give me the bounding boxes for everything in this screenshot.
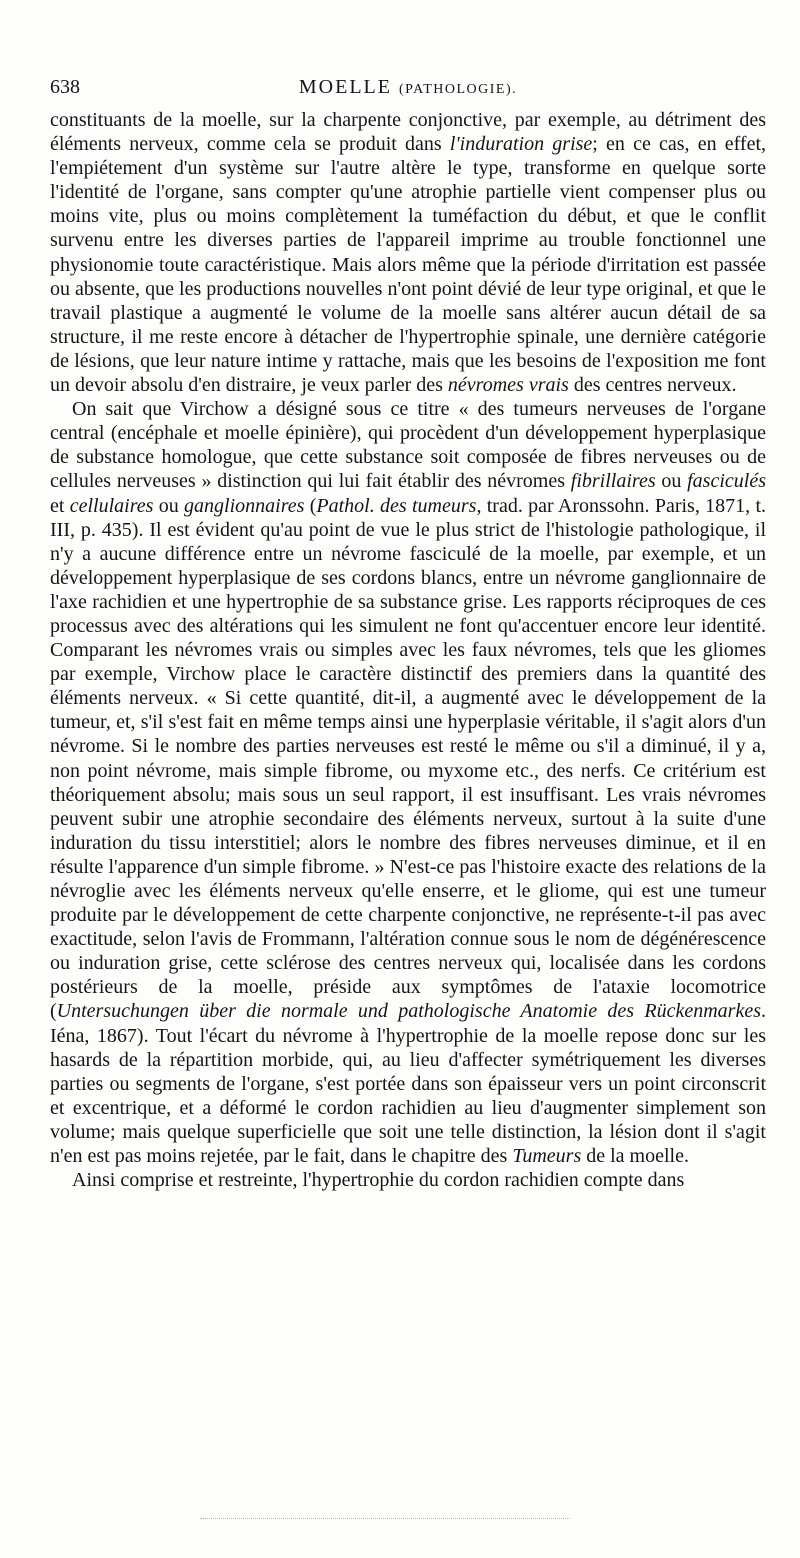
page-number: 638 — [50, 76, 80, 98]
text-run: , trad. par Aronssohn. Paris, 1871, t. III, p. 435). Il est évident qu'au point de vue le plus strict de l'histologie pathologique, il n'y a aucune différence entre un névrome fasciculé de la moelle, par exemple, et un développement hyperplasique de ses cordons blancs, entre un névrome ganglionnaire de l'axe rachidien et une hypertrophie de sa substance grise. Les rapports réciproques de ces processus avec des altérations qui les simulent ne font qu'accentuer encore leur identité. Comparant les névromes vrais ou simples avec les faux névromes, tels que les gliomes par exemple, Virchow place le caractère distinctif des premiers dans la quantité des éléments nerveux. « Si cette quantité, dit-il, a augmenté avec le développement de la tumeur, et, s'il s'est fait en même temps ainsi une hyperplasie véritable, il s'agit alors d'un névrome. Si le nombre des parties nerveuses est resté le même ou s'il a diminué, il y a, non point névrome, mais simple fibrome, ou myxome etc., des nerfs. Ce critérium est théoriquement absolu; mais sous un seul rapport, il est insuffisant. Les vrais névromes peuvent subir une atrophie secondaire des éléments nerveux, surtout à la suite d'une induration du tissu interstitiel; alors le nombre des fibres nerveuses diminue, et il en résulte l'apparence d'un simple fibrome. » N'est-ce pas l'histoire exacte des relations de la névroglie avec les éléments nerveux qu'elle enserre, et le gliome, qui est une tumeur produite par le développement de cette charpente conjonctive, ne représente-t-il pas avec exactitude, selon l'avis de Frommann, l'altération connue sous le nom de dégénérescence ou induration grise, cette sclérose des centres nerveux qui, localisée dans les cordons postérieurs de la moelle, préside aux symptômes de l'ataxie locomotrice ( — [50, 494, 767, 1023]
italic-text-run: cellulaires — [69, 494, 154, 517]
italic-text-run: névromes vrais — [447, 374, 569, 397]
paragraph — [50, 397, 766, 1168]
body-text — [50, 108, 766, 1192]
running-head — [50, 66, 766, 111]
text-run: ou — [655, 470, 688, 493]
text-run: constituants de la moelle, sur la charpente conjonctive, par exemple, au détriment des éléments nerveux, comme cela se produit dans — [50, 109, 766, 156]
text-run: ; en ce cas, en effet, l'empiétement d'un système sur l'autre altère le type, transforme en quelque sorte l'identité de l'organe, sans compter qu'une atrophie partielle vient compenser plus ou moins vite, plus ou moins complètement la tuméfaction du début, et que le conflit survenu entre les diverses parties de l'appareil imprime au trouble fonctionnel une physionomie toute caractéristique. Mais alors même que la période d'irritation est passée ou absente, que les productions nouvelles n'ont point dévié de leur type original, et que le travail plastique a augmenté le volume de la moelle sans altérer aucun détail de sa structure, il me reste encore à détacher de l'hypertrophie spinale, une dernière catégorie de lésions, que leur nature intime y rattache, mais que les besoins de l'exposition me font un devoir absolu d'en distraire, je veux parler des — [50, 133, 767, 397]
text-run: ou — [153, 494, 185, 517]
text-run: des centres nerveux. — [568, 374, 737, 397]
page-header — [50, 66, 766, 108]
text-run: ( — [304, 494, 317, 517]
text-run: de la moelle. — [581, 1145, 689, 1168]
text-run: On sait que Virchow a désigné sous ce titre « des tumeurs nerveuses de l'organe central (encéphale et moelle épinière), qui procèdent d'un développement hyperplasique de substance homologue, que cette substance soit composée de fibres nerveuses ou de cellules nerveuses » distinction qui lui fait établir des névromes — [50, 398, 766, 493]
italic-text-run: Untersuchungen über die normale und pathologische Anatomie des Rückenmarkes — [56, 1000, 761, 1023]
running-title: MOELLE — [298, 76, 392, 98]
book-page — [50, 66, 766, 1192]
paragraph — [50, 1168, 766, 1192]
italic-text-run: Pathol. des tumeurs — [316, 494, 477, 517]
italic-text-run: fasciculés — [687, 470, 766, 493]
text-run: et — [50, 494, 70, 517]
italic-text-run: ganglionnaires — [184, 494, 305, 517]
text-run: . Iéna, 1867). Tout l'écart du névrome à l'hypertrophie de la moelle repose donc sur les hasards de la répartition morbide, qui, au lieu d'affecter symétriquement les diverses parties ou segments de l'organe, s'est portée dans son épaisseur vers un point circonscrit et excentrique, et a déformé le cordon rachidien au lieu d'augmenter simplement son volume; mais quelque superficielle que soit une telle distinction, la lésion dont il s'agit n'en est pas moins rejetée, par le fait, dans le chapitre des — [50, 1000, 766, 1168]
footer-rule — [200, 1518, 570, 1519]
italic-text-run: fibrillaires — [570, 470, 656, 493]
italic-text-run: l'induration grise — [449, 133, 593, 156]
text-run: Ainsi comprise et restreinte, l'hypertrophie du cordon rachidien compte dans — [72, 1169, 685, 1192]
italic-text-run: Tumeurs — [512, 1145, 582, 1168]
running-subtitle: (PATHOLOGIE). — [398, 82, 518, 97]
paragraph — [50, 108, 766, 397]
